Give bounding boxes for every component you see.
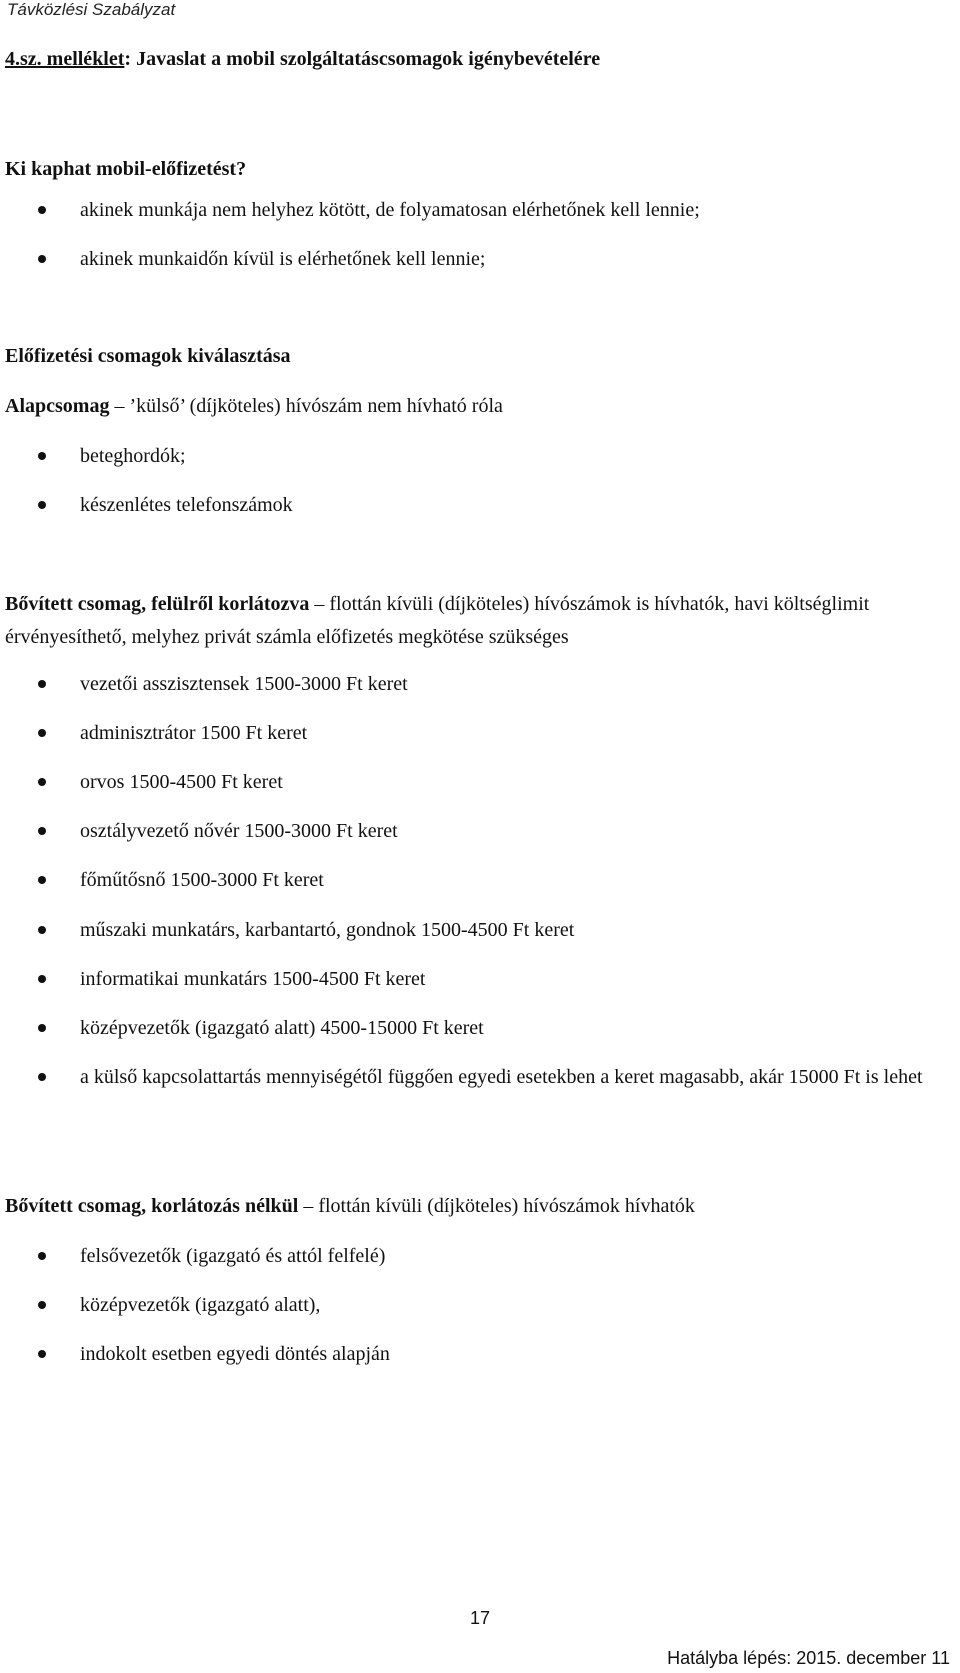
- bullet-dot: [38, 729, 46, 737]
- page-number: 17: [469, 1608, 491, 1628]
- basic-package-paragraph: [5, 390, 955, 423]
- document-header-title: Távközlési Szabályzat: [7, 0, 176, 19]
- packages-heading: Előfizetési csomagok kiválasztása: [5, 345, 291, 367]
- extended-unlimited-desc: – flottán kívüli (díjköteles) hívószámok hívhatók: [298, 1195, 695, 1217]
- effective-date-footer: Hatályba lépés: 2015. december 11: [667, 1648, 950, 1668]
- bullet-dot: [38, 206, 46, 214]
- list-item: középvezetők (igazgató alatt),: [80, 1294, 321, 1316]
- bullet-dot: [38, 1024, 46, 1032]
- list-item: orvos 1500-4500 Ft keret: [80, 771, 283, 793]
- who-question-heading: Ki kaphat mobil-előfizetést?: [5, 158, 247, 180]
- bullet-dot: [38, 778, 46, 786]
- annex-subject: : Javaslat a mobil szolgáltatáscsomagok igénybevételére: [124, 48, 601, 70]
- list-item: akinek munkaidőn kívül is elérhetőnek kell lennie;: [80, 248, 486, 270]
- bullet-dot: [38, 975, 46, 983]
- list-item: a külső kapcsolattartás mennyiségétől függően egyedi esetekben a keret magasabb, akár 15000 Ft is lehet: [80, 1066, 923, 1088]
- bullet-dot: [38, 501, 46, 509]
- bullet-dot: [38, 876, 46, 884]
- extended-limited-name: Bővített csomag, felülről korlátozva: [5, 593, 310, 615]
- bullet-dot: [38, 827, 46, 835]
- list-item: osztályvezető nővér 1500-3000 Ft keret: [80, 820, 398, 842]
- annex-title: [5, 47, 600, 71]
- list-item: műszaki munkatárs, karbantartó, gondnok 1500-4500 Ft keret: [80, 919, 575, 941]
- list-item: felsővezetők (igazgató és attól felfelé): [80, 1245, 386, 1267]
- bullet-dot: [38, 926, 46, 934]
- basic-package-desc: – ’külső’ (díjköteles) hívószám nem hívható róla: [109, 395, 503, 417]
- extended-unlimited-name: Bővített csomag, korlátozás nélkül: [5, 1195, 299, 1217]
- bullet-dot: [38, 680, 46, 688]
- extended-limited-desc: – flottán kívüli (díjköteles) hívószámok is hívhatók, havi költséglimit érvényesíthető, melyhez privát számla előfizetés megkötése szükséges: [5, 593, 870, 648]
- list-item: vezetői asszisztensek 1500-3000 Ft keret: [80, 673, 408, 695]
- list-item: készenlétes telefonszámok: [80, 494, 293, 516]
- bullet-dot: [38, 1350, 46, 1358]
- list-item: középvezetők (igazgató alatt) 4500-15000 Ft keret: [80, 1017, 484, 1039]
- list-item: főműtősnő 1500-3000 Ft keret: [80, 869, 324, 891]
- bullet-dot: [38, 1252, 46, 1260]
- bullet-dot: [38, 255, 46, 263]
- bullet-dot: [38, 1301, 46, 1309]
- list-item: akinek munkája nem helyhez kötött, de folyamatosan elérhetőnek kell lennie;: [80, 199, 700, 221]
- list-item: adminisztrátor 1500 Ft keret: [80, 722, 308, 744]
- list-item: beteghordók;: [80, 445, 186, 467]
- extended-unlimited-paragraph: [5, 1190, 955, 1223]
- bullet-dot: [38, 1073, 46, 1081]
- list-item: indokolt esetben egyedi döntés alapján: [80, 1343, 390, 1365]
- bullet-dot: [38, 452, 46, 460]
- basic-package-name: Alapcsomag: [5, 395, 110, 417]
- annex-label: 4.sz. melléklet: [5, 48, 125, 70]
- extended-limited-paragraph: [5, 588, 955, 654]
- list-item: informatikai munkatárs 1500-4500 Ft keret: [80, 968, 426, 990]
